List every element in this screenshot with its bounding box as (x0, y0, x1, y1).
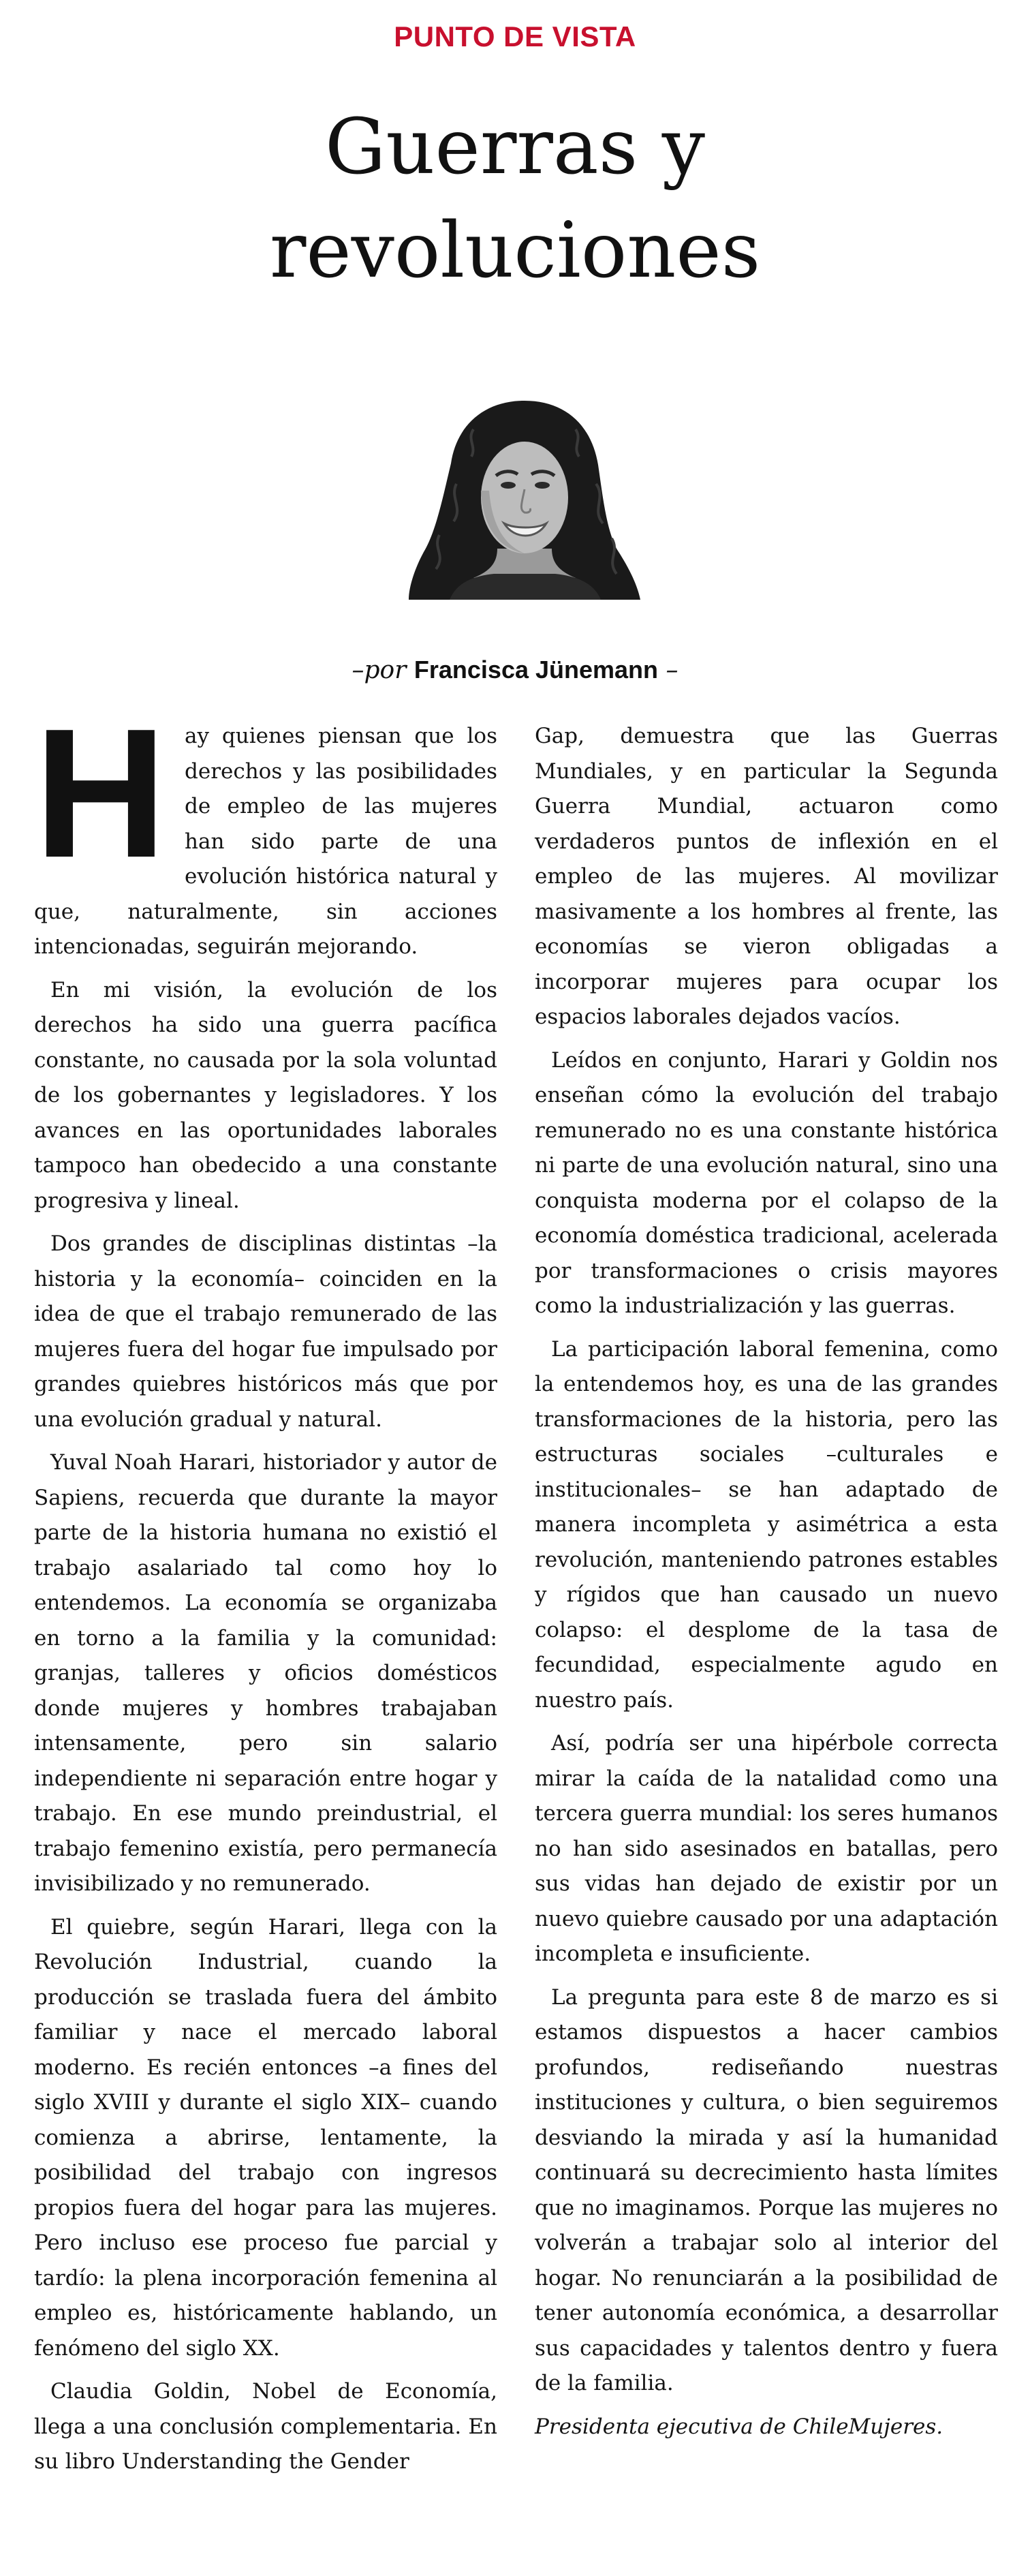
author-name: Francisca Jünemann (413, 656, 659, 684)
article-paragraph (34, 691, 497, 965)
article-paragraph: Claudia Goldin, Nobel de Economía, llega a una conclusión complementaria. En su libro Understanding the Gender (34, 2379, 497, 2474)
drop-cap: H (34, 691, 167, 896)
article-column-left (34, 691, 497, 2488)
author-signature: Presidenta ejecutiva de ChileMujeres. (535, 2414, 943, 2439)
article-paragraph: Dos grandes de disciplinas distintas –la historia y la economía– coinciden en la idea de que el trabajo remunerado de las mujeres fuera del hogar fue impulsado por grandes quiebres históricos más que por una evolución gradual y natural. (34, 1231, 497, 1432)
article-column-right (535, 719, 998, 2453)
paragraph-text: ay quienes piensan que los derechos y las posibilidades de empleo de las mujeres han sido parte de una evolución histórica natural y que, naturalmente, sin acciones intencionadas, seguirán mejorando. (34, 724, 497, 959)
article-paragraph: El quiebre, según Harari, llega con la Revolución Industrial, cuando la producción se traslada fuera del ámbito familiar y nace el mercado laboral moderno. Es recién entonces –a fines del siglo XVIII y durante el siglo XIX– cuando comienza a abrirse, lentamente, la posibilidad del trabajo con ingresos propios fuera del hogar para las mujeres. Pero incluso ese proceso fue parcial y tardío: la plena incorporación femenina al empleo es, históricamente hablando, un fenómeno del siglo XX. (34, 1914, 497, 2361)
article-paragraph: En mi visión, la evolución de los derechos ha sido una guerra pacífica constante, no causada por la sola voluntad de los gobernantes y legisladores. Y los avances en las oportunidades laborales tampoco han obedecido a una constante progresiva y lineal. (34, 977, 497, 1213)
byline (0, 656, 1030, 684)
byline-prefix: –por (352, 656, 407, 684)
byline-suffix: – (666, 656, 678, 684)
headline (0, 95, 1030, 303)
headline-line-1: Guerras y (324, 103, 706, 191)
headline-line-2: revoluciones (269, 206, 761, 295)
article-paragraph: Gap, demuestra que las Guerras Mundiales, y en particular la Segunda Guerra Mundial, actuaron como verdaderos puntos de inflexión en el empleo de las mujeres. Al movilizar masivamente a los hombres al frente, las economías se vieron obligadas a incorporar mujeres para ocupar los espacios laborales dejados vacíos. (535, 724, 998, 1029)
article-paragraph: La participación laboral femenina, como la entendemos hoy, es una de las grandes transformaciones de la historia, pero las estructuras sociales –culturales e institucionales– se han adaptado de manera incompleta y asimétrica a esta revolución, manteniendo patrones estables y rígidos que han causado un nuevo colapso: el desplome de la tasa de fecundidad, especialmente agudo en nuestro país. (535, 1336, 998, 1713)
article-paragraph: La pregunta para este 8 de marzo es si estamos dispuestos a hacer cambios profundos, rediseñando nuestras instituciones y cultura, o bien seguiremos desviando la mirada y así la humanidad continuará su decrecimiento hasta límites que no imaginamos. Porque las mujeres no volverán a trabajar solo al interior del hogar. No renunciarán a la posibilidad de tener autonomía económica, a desarrollar sus capacidades y talentos dentro y fuera de la familia. (535, 1984, 998, 2395)
article-paragraph: Leídos en conjunto, Harari y Goldin nos enseñan cómo la evolución del trabajo remunerado no es una constante histórica ni parte de una evolución natural, sino una conquista moderna por el colapso de la economía doméstica tradicional, acelerada por transformaciones o crisis mayores como la industrialización y las guerras. (535, 1047, 998, 1318)
section-label: PUNTO DE VISTA (394, 20, 636, 52)
article-paragraph: Así, podría ser una hipérbole correcta mirar la caída de la natalidad como una tercera guerra mundial: los seres humanos no han sido asesinados en batallas, pero sus vidas han dejado de existir por un nuevo quiebre causado por una adaptación incompleta e insuficiente. (535, 1731, 998, 1966)
article-paragraph: Yuval Noah Harari, historiador y autor de Sapiens, recuerda que durante la mayor parte de la historia humana no existió el trabajo asalariado tal como hoy lo entendemos. La economía se organizaba en torno a la familia y la comunidad: granjas, talleres y oficios domésticos donde mujeres y hombres trabajaban intensamente, pero sin salario independiente ni separación entre hogar y trabajo. En ese mundo preindustrial, el trabajo femenino existía, pero permanecía invisibilizado y no remunerado. (34, 1450, 497, 1896)
author-portrait (409, 388, 640, 600)
